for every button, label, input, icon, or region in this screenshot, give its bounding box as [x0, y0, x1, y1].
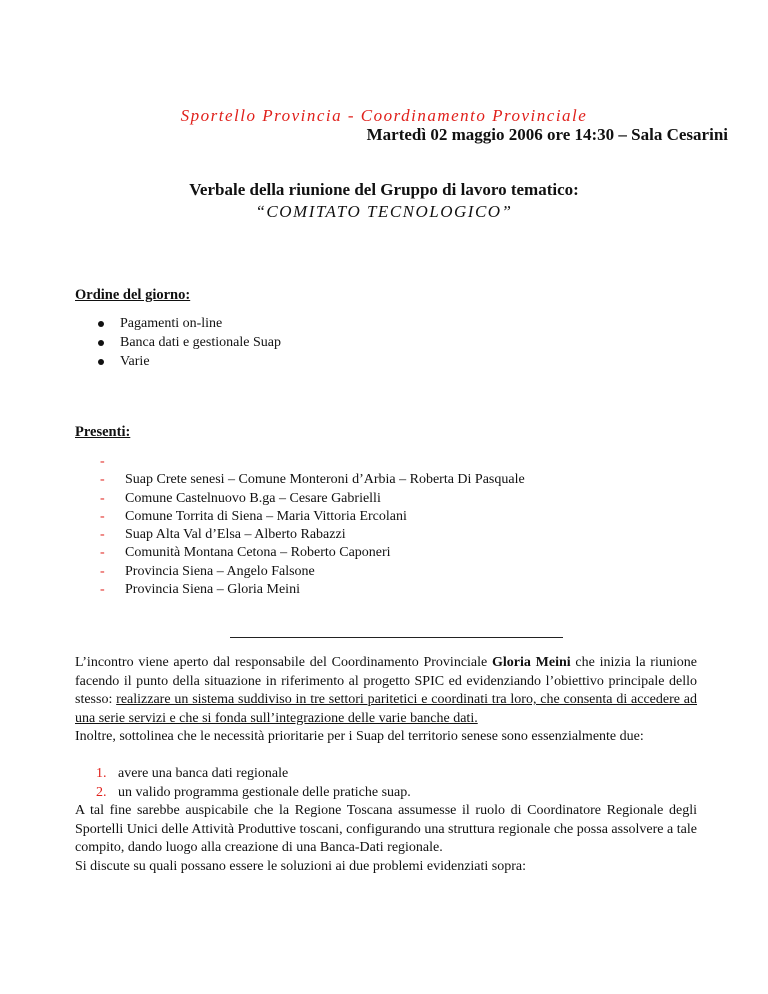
chair-name: Gloria Meini: [492, 655, 571, 670]
section-divider: [230, 637, 563, 638]
meeting-date: Martedì 02 maggio 2006 ore 14:30 – Sala Cesarini: [366, 125, 728, 144]
intro-paragraph: L’incontro viene aperto dal responsabile del Coordinamento Provinciale Gloria Meini che inizia la riunione facendo il punto della situazione in riferimento al progetto SPIC ed evidenziando l’obiettivo principale dello stesso: realizzare un sistema suddiviso in tre settori paritetici e coordinati tra loro, che consenta di accedere ad una serie servizi e che si fonda sull’integrazione delle varie banche dati. Inoltre, sottolinea che le necessità prioritarie per i Suap del territorio senese sono essenzialmente due:: [75, 655, 698, 744]
agenda-item: Banca dati e gestionale Suap: [96, 333, 281, 352]
attendee-item: - Suap Alta Val d’Elsa – Alberto Rabazzi: [100, 527, 346, 543]
discussion-line: Si discute su quali possano essere le soluzioni ai due problemi evidenziati sopra:: [75, 858, 527, 874]
attendees-heading: Presenti:: [75, 424, 131, 440]
need-item: 1. avere una banca dati regionale: [96, 766, 289, 781]
need-item: 2. un valido programma gestionale delle pratiche suap.: [96, 784, 411, 800]
agenda-item: Pagamenti on-line: [96, 314, 281, 333]
attendee-item: - Provincia Siena – Angelo Falsone: [100, 563, 315, 579]
attendee-item: - Comune Castelnuovo B.ga – Cesare Gabrielli: [100, 490, 381, 506]
agenda-item: Varie: [96, 352, 281, 371]
attendees-list: [100, 453, 525, 599]
bullet-icon: [98, 321, 104, 327]
needs-list: [96, 765, 411, 802]
priorities-paragraph: Inoltre, sottolinea che le necessità prioritarie per i Suap del territorio senese sono essenzialmente due:: [75, 729, 644, 744]
header-organization: Sportello Provincia - Coordinamento Provinciale: [180, 106, 588, 125]
attendee-item: - Suap Crete senesi – Comune Monteroni d’Arbia – Roberta Di Pasquale: [100, 472, 525, 488]
attendee-item: - Comune Torrita di Siena – Maria Vittoria Ercolani: [100, 508, 407, 524]
agenda-heading: Ordine del giorno:: [75, 287, 191, 303]
bullet-icon: [98, 359, 104, 365]
attendee-item: - Provincia Siena – Gloria Meini: [100, 582, 300, 598]
document-title: Verbale della riunione del Gruppo di lavoro tematico:: [189, 180, 579, 199]
bullet-icon: [98, 340, 104, 346]
agenda-list: [96, 314, 281, 371]
project-objective: realizzare un sistema suddiviso in tre settori paritetici e coordinati tra loro, che consenta di accedere ad una serie servizi e che si fonda sull’integrazione delle varie banche dati.: [75, 692, 698, 726]
attendee-item: -: [100, 454, 105, 469]
proposal-paragraph: A tal fine sarebbe auspicabile che la Regione Toscana assumesse il ruolo di Coordinatore Regionale degli Sportelli Unici delle Attività Produttive toscani, configurando una struttura regionale che possa assolvere a tale compito, dando luogo alla creazione di una Banca-Dati regionale. Si discute su quali possano essere le soluzioni ai due problemi evidenziati sopra:: [75, 803, 697, 874]
attendee-item: - Comunità Montana Cetona – Roberto Caponeri: [100, 545, 391, 561]
document-subtitle: “COMITATO TECNOLOGICO”: [255, 202, 513, 221]
